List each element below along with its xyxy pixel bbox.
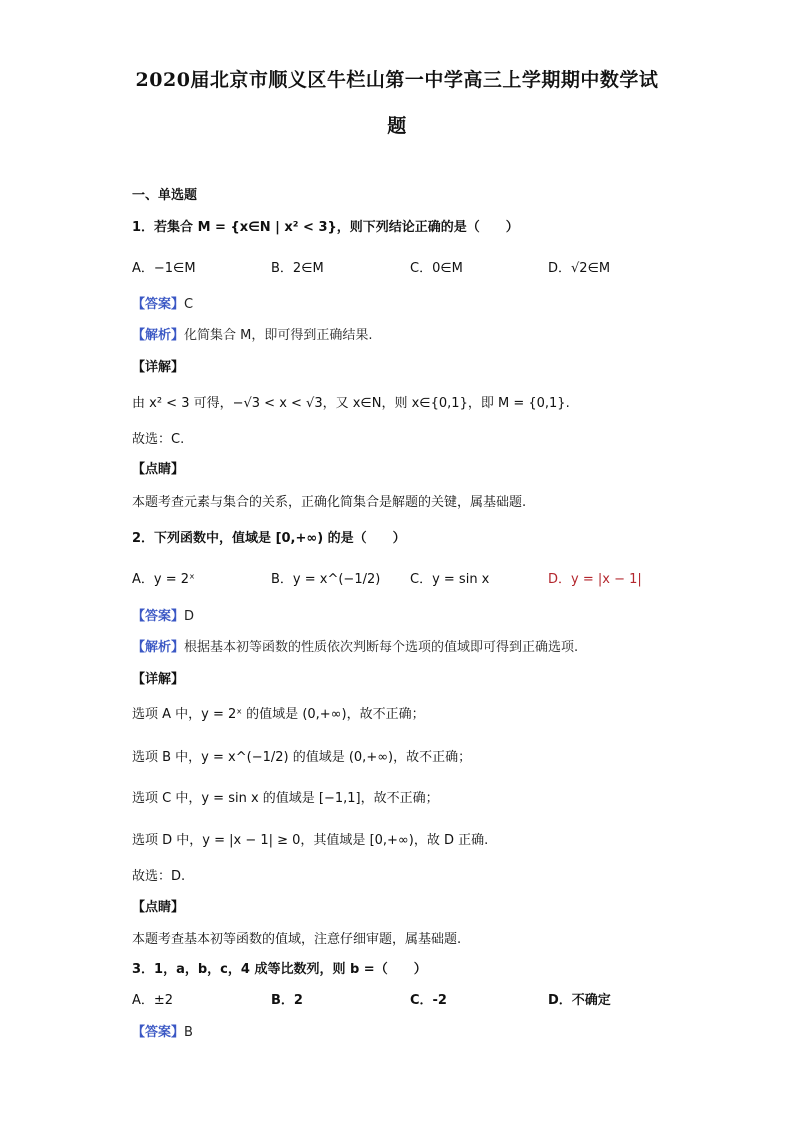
q2-detail-c: 选项 C 中，y = sin x 的值域是 [−1,1]，故不正确；: [132, 791, 439, 806]
q3-option-b: B．2: [271, 993, 303, 1008]
answer-label: 【答案】: [132, 1025, 185, 1040]
q1-detail-label: 【详解】: [132, 360, 185, 375]
q1-detail: 由 x² < 3 可得，−√3 < x < √3，又 x∈N，则 x∈{0,1}，即 M = {0,1}.: [132, 396, 570, 411]
q2-stem: 2．下列函数中，值域是 [0,+∞) 的是（ ）: [132, 531, 406, 546]
q3-answer-row: [132, 1023, 193, 1043]
document-title-line-2: 题: [387, 115, 407, 137]
q2-analysis: 根据基本初等函数的性质依次判断每个选项的值域即可得到正确选项.: [184, 640, 579, 655]
q1-option-a: A．−1∈M: [132, 261, 196, 276]
q1-comment-label: 【点睛】: [132, 462, 185, 477]
q3-stem: 3．1，a，b，c，4 成等比数列，则 b =（ ）: [132, 962, 427, 977]
q2-detail-label: 【详解】: [132, 672, 185, 687]
section-heading: 一、单选题: [132, 188, 198, 203]
q3-option-d: D．不确定: [548, 993, 611, 1008]
q1-option-d: D．√2∈M: [548, 261, 611, 276]
q2-comment: 本题考查基本初等函数的值域，注意仔细审题，属基础题.: [132, 932, 462, 947]
analysis-label: 【解析】: [132, 328, 185, 343]
q3-option-a: A．±2: [132, 993, 174, 1008]
q1-option-c: C．0∈M: [410, 261, 463, 276]
q2-option-b: B．y = x^(−1/2): [271, 572, 381, 587]
q2-answer: D: [184, 609, 195, 624]
document-title-line-1: 2020届北京市顺义区牛栏山第一中学高三上学期期中数学试: [135, 69, 659, 91]
q2-option-a: A．y = 2ˣ: [132, 572, 195, 587]
q1-analysis-row: [132, 326, 373, 346]
q2-detail-a: 选项 A 中，y = 2ˣ 的值域是 (0,+∞)，故不正确；: [132, 707, 425, 722]
q2-analysis-row: [132, 638, 578, 658]
q2-comment-label: 【点睛】: [132, 900, 185, 915]
q3-answer: B: [184, 1025, 193, 1040]
q1-stem: 1．若集合 M = {x∈N | x² < 3}，则下列结论正确的是（ ）: [132, 220, 519, 235]
q1-choose: 故选：C.: [132, 432, 185, 447]
q1-answer-row: [132, 295, 193, 315]
q2-answer-row: [132, 607, 194, 627]
q1-comment: 本题考查元素与集合的关系，正确化简集合是解题的关键，属基础题.: [132, 495, 527, 510]
q2-choose: 故选：D.: [132, 869, 186, 884]
q1-analysis: 化简集合 M，即可得到正确结果.: [184, 328, 373, 343]
q3-option-c: C．-2: [410, 993, 447, 1008]
answer-label: 【答案】: [132, 297, 185, 312]
analysis-label: 【解析】: [132, 640, 185, 655]
q1-option-b: B．2∈M: [271, 261, 324, 276]
answer-label: 【答案】: [132, 609, 185, 624]
q2-detail-b: 选项 B 中，y = x^(−1/2) 的值域是 (0,+∞)，故不正确；: [132, 750, 472, 765]
q2-option-d: D．y = |x − 1|: [548, 572, 642, 587]
q2-option-c: C．y = sin x: [410, 572, 490, 587]
q2-detail-d: 选项 D 中，y = |x − 1| ≥ 0，其值域是 [0,+∞)，故 D 正确.: [132, 833, 489, 848]
q1-answer: C: [184, 297, 194, 312]
